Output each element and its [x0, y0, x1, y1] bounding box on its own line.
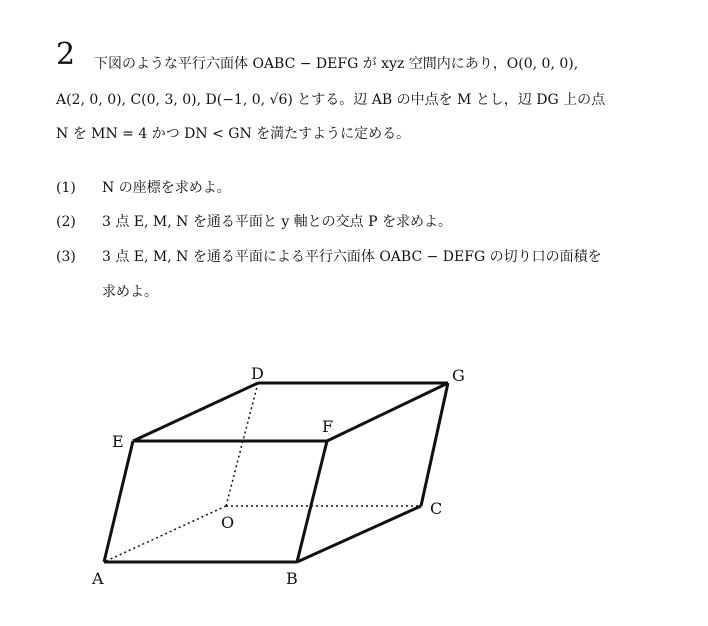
edge-GC	[421, 383, 448, 506]
question-label: (1)	[56, 180, 76, 196]
intro-line: A(2, 0, 0), C(0, 3, 0), D(−1, 0, √6) とする。辺 AB の中点を M とし，辺 DG 上の点	[56, 92, 606, 108]
edge-OD	[226, 383, 258, 506]
vertex-label-O: O	[221, 513, 235, 532]
edge-BC	[297, 506, 421, 562]
vertex-label-G: G	[452, 366, 465, 385]
question-label: (2)	[56, 214, 76, 230]
visible-edges	[104, 383, 448, 562]
vertex-label-C: C	[430, 499, 443, 518]
question-text: 3 点 E, M, N を通る平面と y 軸との交点 P を求めよ。	[102, 214, 452, 230]
vertex-label-D: D	[251, 364, 264, 383]
vertex-label-A: A	[92, 569, 104, 588]
edge-FB	[297, 441, 327, 562]
edge-OA	[104, 506, 226, 562]
edge-GF	[327, 383, 448, 441]
intro-line: N を MN = 4 かつ DN < GN を満たすように定める。	[56, 126, 411, 142]
vertex-label-B: B	[286, 569, 298, 588]
question-text-continuation: 求めよ。	[102, 284, 158, 300]
vertex-label-F: F	[322, 417, 334, 436]
question-text: 3 点 E, M, N を通る平面による平行六面体 OABC − DEFG の切り口の面積を	[102, 249, 602, 265]
hidden-edges	[104, 383, 421, 562]
question-label: (3)	[56, 249, 76, 265]
edge-EA	[104, 441, 133, 562]
intro-line: 下図のような平行六面体 OABC − DEFG が xyz 空間内にあり，O(0, 0, 0),	[94, 56, 579, 72]
edge-DE	[133, 383, 258, 441]
vertex-label-E: E	[112, 432, 124, 451]
problem-number: 2	[56, 37, 76, 72]
question-text: N の座標を求めよ。	[102, 180, 231, 196]
